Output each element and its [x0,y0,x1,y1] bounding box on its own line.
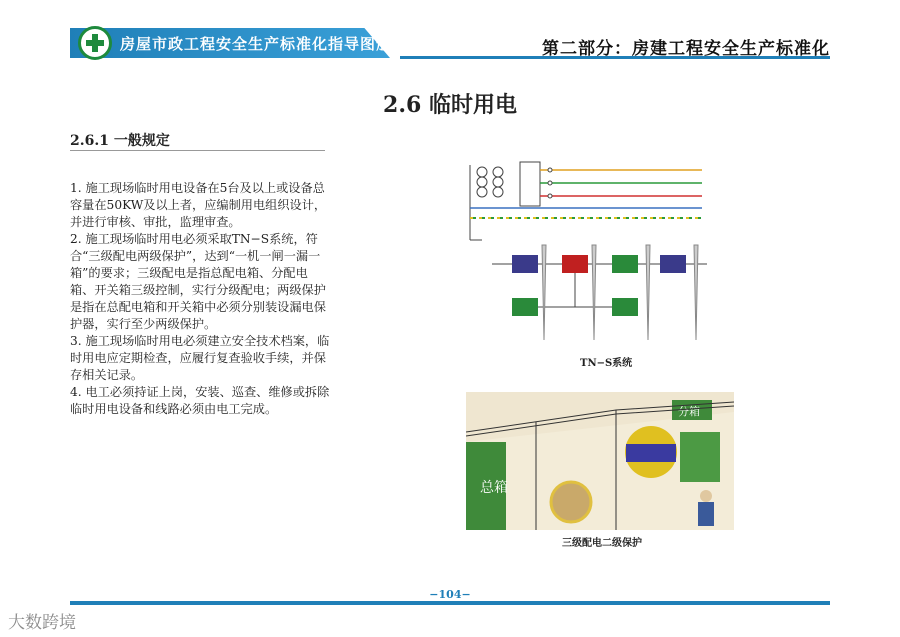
tns-system-diagram [462,150,768,350]
book-title: 房屋市政工程安全生产标准化指导图册 [120,35,393,53]
section-title: 第二部分：房建工程安全生产标准化 [542,39,830,59]
safety-cross-logo-icon [78,26,112,60]
rule-item: 4. 电工必须持证上岗，安装、巡查、维修或拆除临时用电设备和线路必须由电工完成。 [70,385,330,416]
page-number: −104− [429,588,471,601]
three-level-distribution-illustration [466,392,734,530]
rule-item: 3. 施工现场临时用电必须建立安全技术档案，临时用电应定期检查，应履行复查验收手续，并保存相关记录。 [70,334,330,382]
subsection-heading: 2.6.1 一般规定 [70,133,170,149]
rule-item: 2. 施工现场临时用电必须采取TN−S系统，符合“三级配电两级保护”，达到“一机一闸一漏一箱”的要求；三级配电是指总配电箱、分配电箱、开关箱三级控制，实行分级配电；两级保护是指在总配电箱和开关箱中必须分别装设漏电保护器，实行至少两级保护。 [70,232,326,331]
rule-item: 1. 施工现场临时用电设备在5台及以上或设备总容量在50KW及以上者，应编制用电组织设计，并进行审核、审批，监理审查。 [70,181,327,229]
figure1-caption: TN−S系统 [580,358,633,369]
watermark: 大数跨境 [8,613,76,633]
footer-rule [70,601,830,605]
sub-box-label: 分箱 [678,405,700,418]
subsection-rule [70,150,325,151]
page-title: 2.6 临时用电 [383,92,517,118]
figure2-caption: 三级配电二级保护 [562,538,642,549]
main-box-label: 总箱 [480,480,508,496]
rules-list [70,180,332,418]
